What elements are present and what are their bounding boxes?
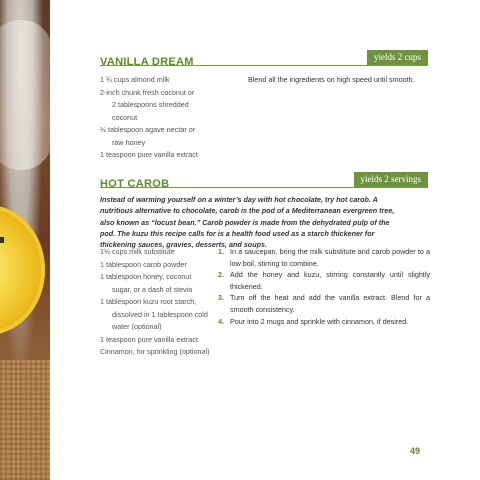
directions-text: Blend all the ingredients on high speed until smooth.: [248, 75, 415, 84]
page-number: 49: [410, 446, 421, 456]
edge-mark: [0, 237, 4, 243]
ingredient-item: 1 tablespoon kuzu root starch,: [100, 297, 197, 306]
step-number: 2.: [218, 270, 224, 280]
step-text: In a saucepan, bring the milk substitute and carob powder to a low boil, stirring to combine.: [230, 247, 430, 268]
step-number: 3.: [218, 293, 224, 303]
step-number: 4.: [218, 316, 224, 326]
directions-list: [218, 246, 430, 327]
step-number: 1.: [218, 247, 224, 256]
ingredient-item: 2 tablespoons shredded: [112, 100, 189, 109]
glass-image: [0, 20, 50, 170]
ingredient-item: water (optional): [112, 322, 162, 331]
recipe-hot-carob: [100, 172, 430, 356]
ingredient-item: sugar, or a dash of stevia: [112, 284, 193, 294]
ingredient-list: [100, 246, 225, 359]
background-photo: [0, 0, 50, 480]
step-text: Add the honey and kuzu, stirring constantly until slightly thickened.: [230, 270, 430, 291]
direction-step: [218, 269, 430, 292]
yield-badge: yields 2 cups: [367, 50, 428, 66]
direction-step: [218, 246, 430, 269]
step-text: Turn off the heat and add the vanilla extract. Blend for a smooth consistency.: [230, 293, 430, 314]
ingredient-item: 1½ cups milk substitute: [100, 247, 175, 256]
direction-step: [218, 292, 430, 315]
ingredient-item: 2-inch chunk fresh coconut or: [100, 87, 195, 97]
ingredient-list: [100, 74, 220, 162]
ingredient-item: 1 teaspoon pure vanilla extract: [100, 334, 198, 344]
ingredient-item: dissolved in 1 tablespoon cold: [112, 309, 208, 319]
recipe-title: VANILLA DREAM: [100, 56, 194, 68]
ingredient-item: 1 tablespoon carob powder: [100, 259, 187, 269]
yield-badge: yields 2 servings: [354, 172, 429, 188]
ingredient-item: coconut: [112, 112, 138, 122]
recipe-vanilla-dream: [100, 50, 428, 160]
lemon-image: [0, 205, 45, 335]
recipe-intro: Instead of warming yourself on a winter’s day with hot chocolate, try hot carob. A nutritious alternative to chocolate, carob is the pod of a Mediterranean evergreen tree, also known as “locust bean.” Carob powder is made from the dehydrated pulp of the pod. The kuzu this recipe calls for is a health food used as a starch thickener for thickening sauces, gravies, desserts, and soups.: [100, 195, 395, 250]
step-text: Pour into 2 mugs and sprinkle with cinnamon, if desired.: [230, 316, 409, 326]
ingredient-item: Cinnamon, for sprinkling (optional): [100, 347, 210, 356]
recipe-title: HOT CAROB: [100, 178, 170, 190]
ingredient-item: raw honey: [112, 137, 146, 147]
ingredient-item: ½ tablespoon agave nectar or: [100, 125, 196, 134]
ingredient-item: 1 teaspoon pure vanilla extract: [100, 150, 198, 159]
direction-step: [218, 316, 430, 328]
burlap-image: [0, 360, 50, 480]
ingredient-item: 1 tablespoon honey, coconut: [100, 272, 192, 281]
ingredient-item: 1 ¾ cups almond milk: [100, 75, 170, 84]
